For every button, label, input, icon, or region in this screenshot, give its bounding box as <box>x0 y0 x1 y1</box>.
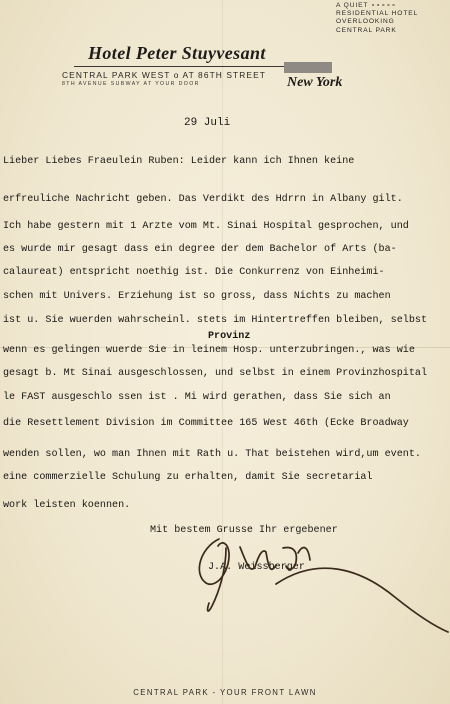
letter-line: ist u. Sie wuerden wahrscheinl. stets im Hintertreffen bleiben, selbst <box>3 315 428 326</box>
letterhead-rule <box>74 66 304 67</box>
footer-slogan: CENTRAL PARK - YOUR FRONT LAWN <box>133 688 317 697</box>
letter-line: calaureat) entspricht noethig ist. Die Conkurrenz von Einheimi- <box>3 267 385 278</box>
letter-line: wenden sollen, wo man Ihnen mit Rath u. That beistehen wird,um event. <box>3 449 421 460</box>
tagline-line: CENTRAL PARK <box>336 26 397 34</box>
tagline-line: RESIDENTIAL HOTEL <box>336 10 419 18</box>
letter-line: work leisten koennen. <box>3 500 131 511</box>
tagline-line: A QUIET <box>336 2 369 9</box>
letterhead-gray-block <box>284 62 332 73</box>
letter-line: es wurde mir gesagt dass ein degree der dem Bachelor of Arts (ba- <box>3 244 397 255</box>
tagline-line: OVERLOOKING <box>336 18 395 26</box>
letter-date: 29 Juli <box>184 117 231 129</box>
letter-line: Lieber Liebes Fraeulein Ruben: Leider kann ich Ihnen keine <box>3 156 355 167</box>
letter-line: gesagt b. Mt Sinai ausgeschlossen, und selbst in einem Provinzhospital <box>3 368 428 379</box>
letter-line: eine commerzielle Schulung zu erhalten, damit Sie secretarial <box>3 472 373 483</box>
letter-line: wenn es gelingen wuerde Sie in leinem Hosp. unterzubringen., was wie <box>3 345 415 356</box>
typed-overlay-word: Provinz <box>208 331 251 342</box>
city-name: New York <box>287 75 343 90</box>
dots-ornament: ∘∘∘∘∘ <box>370 2 397 9</box>
letter-line: le FAST ausgeschlo ssen ist . Mi wird gerathen, dass Sie sich an <box>3 392 391 403</box>
closing-line: Mit bestem Grusse Ihr ergebener <box>150 525 338 536</box>
hotel-tagline <box>336 2 448 35</box>
hotel-address: CENTRAL PARK WEST o AT 86TH STREET <box>62 70 267 80</box>
letter-line: die Resettlement Division im Committee 165 West 46th (Ecke Broadway <box>3 418 409 429</box>
hotel-name: Hotel Peter Stuyvesant <box>88 43 266 63</box>
hotel-subaddress: 8TH AVENUE SUBWAY AT YOUR DOOR <box>62 81 200 87</box>
letter-line: schen mit Univers. Erziehung ist so gross, dass Nichts zu machen <box>3 291 391 302</box>
signer-name: J.A. Weissberger <box>208 562 305 573</box>
letter-line: Ich habe gestern mit 1 Arzte vom Mt. Sinai Hospital gesprochen, und <box>3 221 409 232</box>
letter-line: erfreuliche Nachricht geben. Das Verdikt des Hdrrn in Albany gilt. <box>3 194 403 205</box>
